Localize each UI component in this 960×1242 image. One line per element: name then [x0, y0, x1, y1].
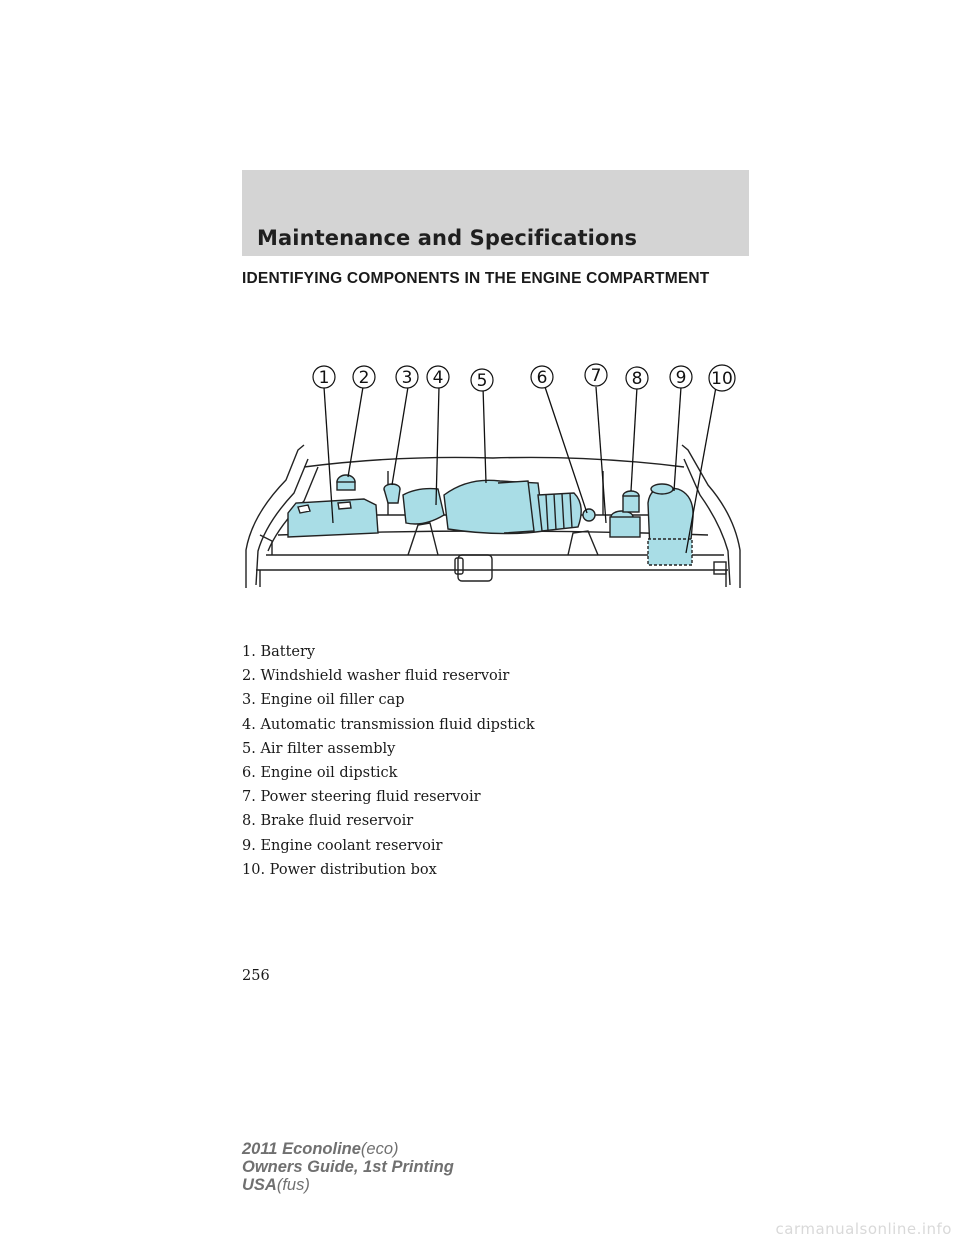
intake-tube-shape [538, 493, 581, 531]
callout-8 [626, 367, 648, 389]
callout-3 [396, 366, 418, 388]
power-distribution-box-shape [648, 539, 692, 565]
legend-item: 4. Automatic transmission fluid dipstick [242, 716, 535, 733]
svg-text:3: 3 [401, 368, 413, 388]
callout-4 [427, 366, 449, 388]
footer-line-1: 2011 Econoline(eco) [242, 1140, 399, 1158]
legend-item: 8. Brake fluid reservoir [242, 813, 414, 830]
callout-9 [670, 366, 692, 388]
svg-text:2: 2 [358, 368, 370, 388]
callout-2 [353, 366, 375, 388]
svg-text:5: 5 [476, 371, 488, 391]
legend-item: 10. Power distribution box [242, 861, 437, 878]
svg-text:9: 9 [675, 368, 687, 388]
legend-item: 5. Air filter assembly [242, 740, 396, 757]
legend-item: 1. Battery [242, 644, 316, 660]
callout-5 [471, 369, 493, 391]
component-legend [242, 640, 535, 882]
svg-text:4: 4 [432, 368, 444, 388]
svg-text:1: 1 [318, 368, 330, 388]
document-footer [242, 1140, 454, 1194]
svg-text:7: 7 [590, 366, 602, 386]
callout-numbers [313, 364, 735, 391]
oil-dipstick-shape [583, 509, 595, 521]
section-title: Maintenance and Specifications [257, 226, 638, 250]
callout-7 [585, 364, 607, 386]
callout-1 [313, 366, 335, 388]
engine-compartment-illustration [238, 355, 748, 595]
legend-item: 2. Windshield washer fluid reservoir [242, 668, 510, 685]
svg-text:10: 10 [711, 369, 733, 389]
callout-10 [709, 365, 735, 391]
legend-item: 7. Power steering fluid reservoir [242, 789, 481, 806]
svg-text:8: 8 [631, 369, 643, 389]
footer-line-2: Owners Guide, 1st Printing [242, 1158, 454, 1176]
page-number: 256 [242, 968, 270, 984]
transmission-dipstick-shape [403, 489, 444, 524]
legend-item: 9. Engine coolant reservoir [242, 837, 443, 854]
svg-text:6: 6 [536, 368, 548, 388]
legend-item: 6. Engine oil dipstick [242, 765, 398, 782]
legend-item: 3. Engine oil filler cap [242, 692, 405, 709]
highlighted-components [288, 475, 693, 565]
callout-6 [531, 366, 553, 388]
page-heading: IDENTIFYING COMPONENTS IN THE ENGINE COMPARTMENT [242, 270, 710, 287]
watermark: carmanualsonline.info [775, 1220, 952, 1238]
footer-line-3: USA(fus) [242, 1176, 310, 1194]
